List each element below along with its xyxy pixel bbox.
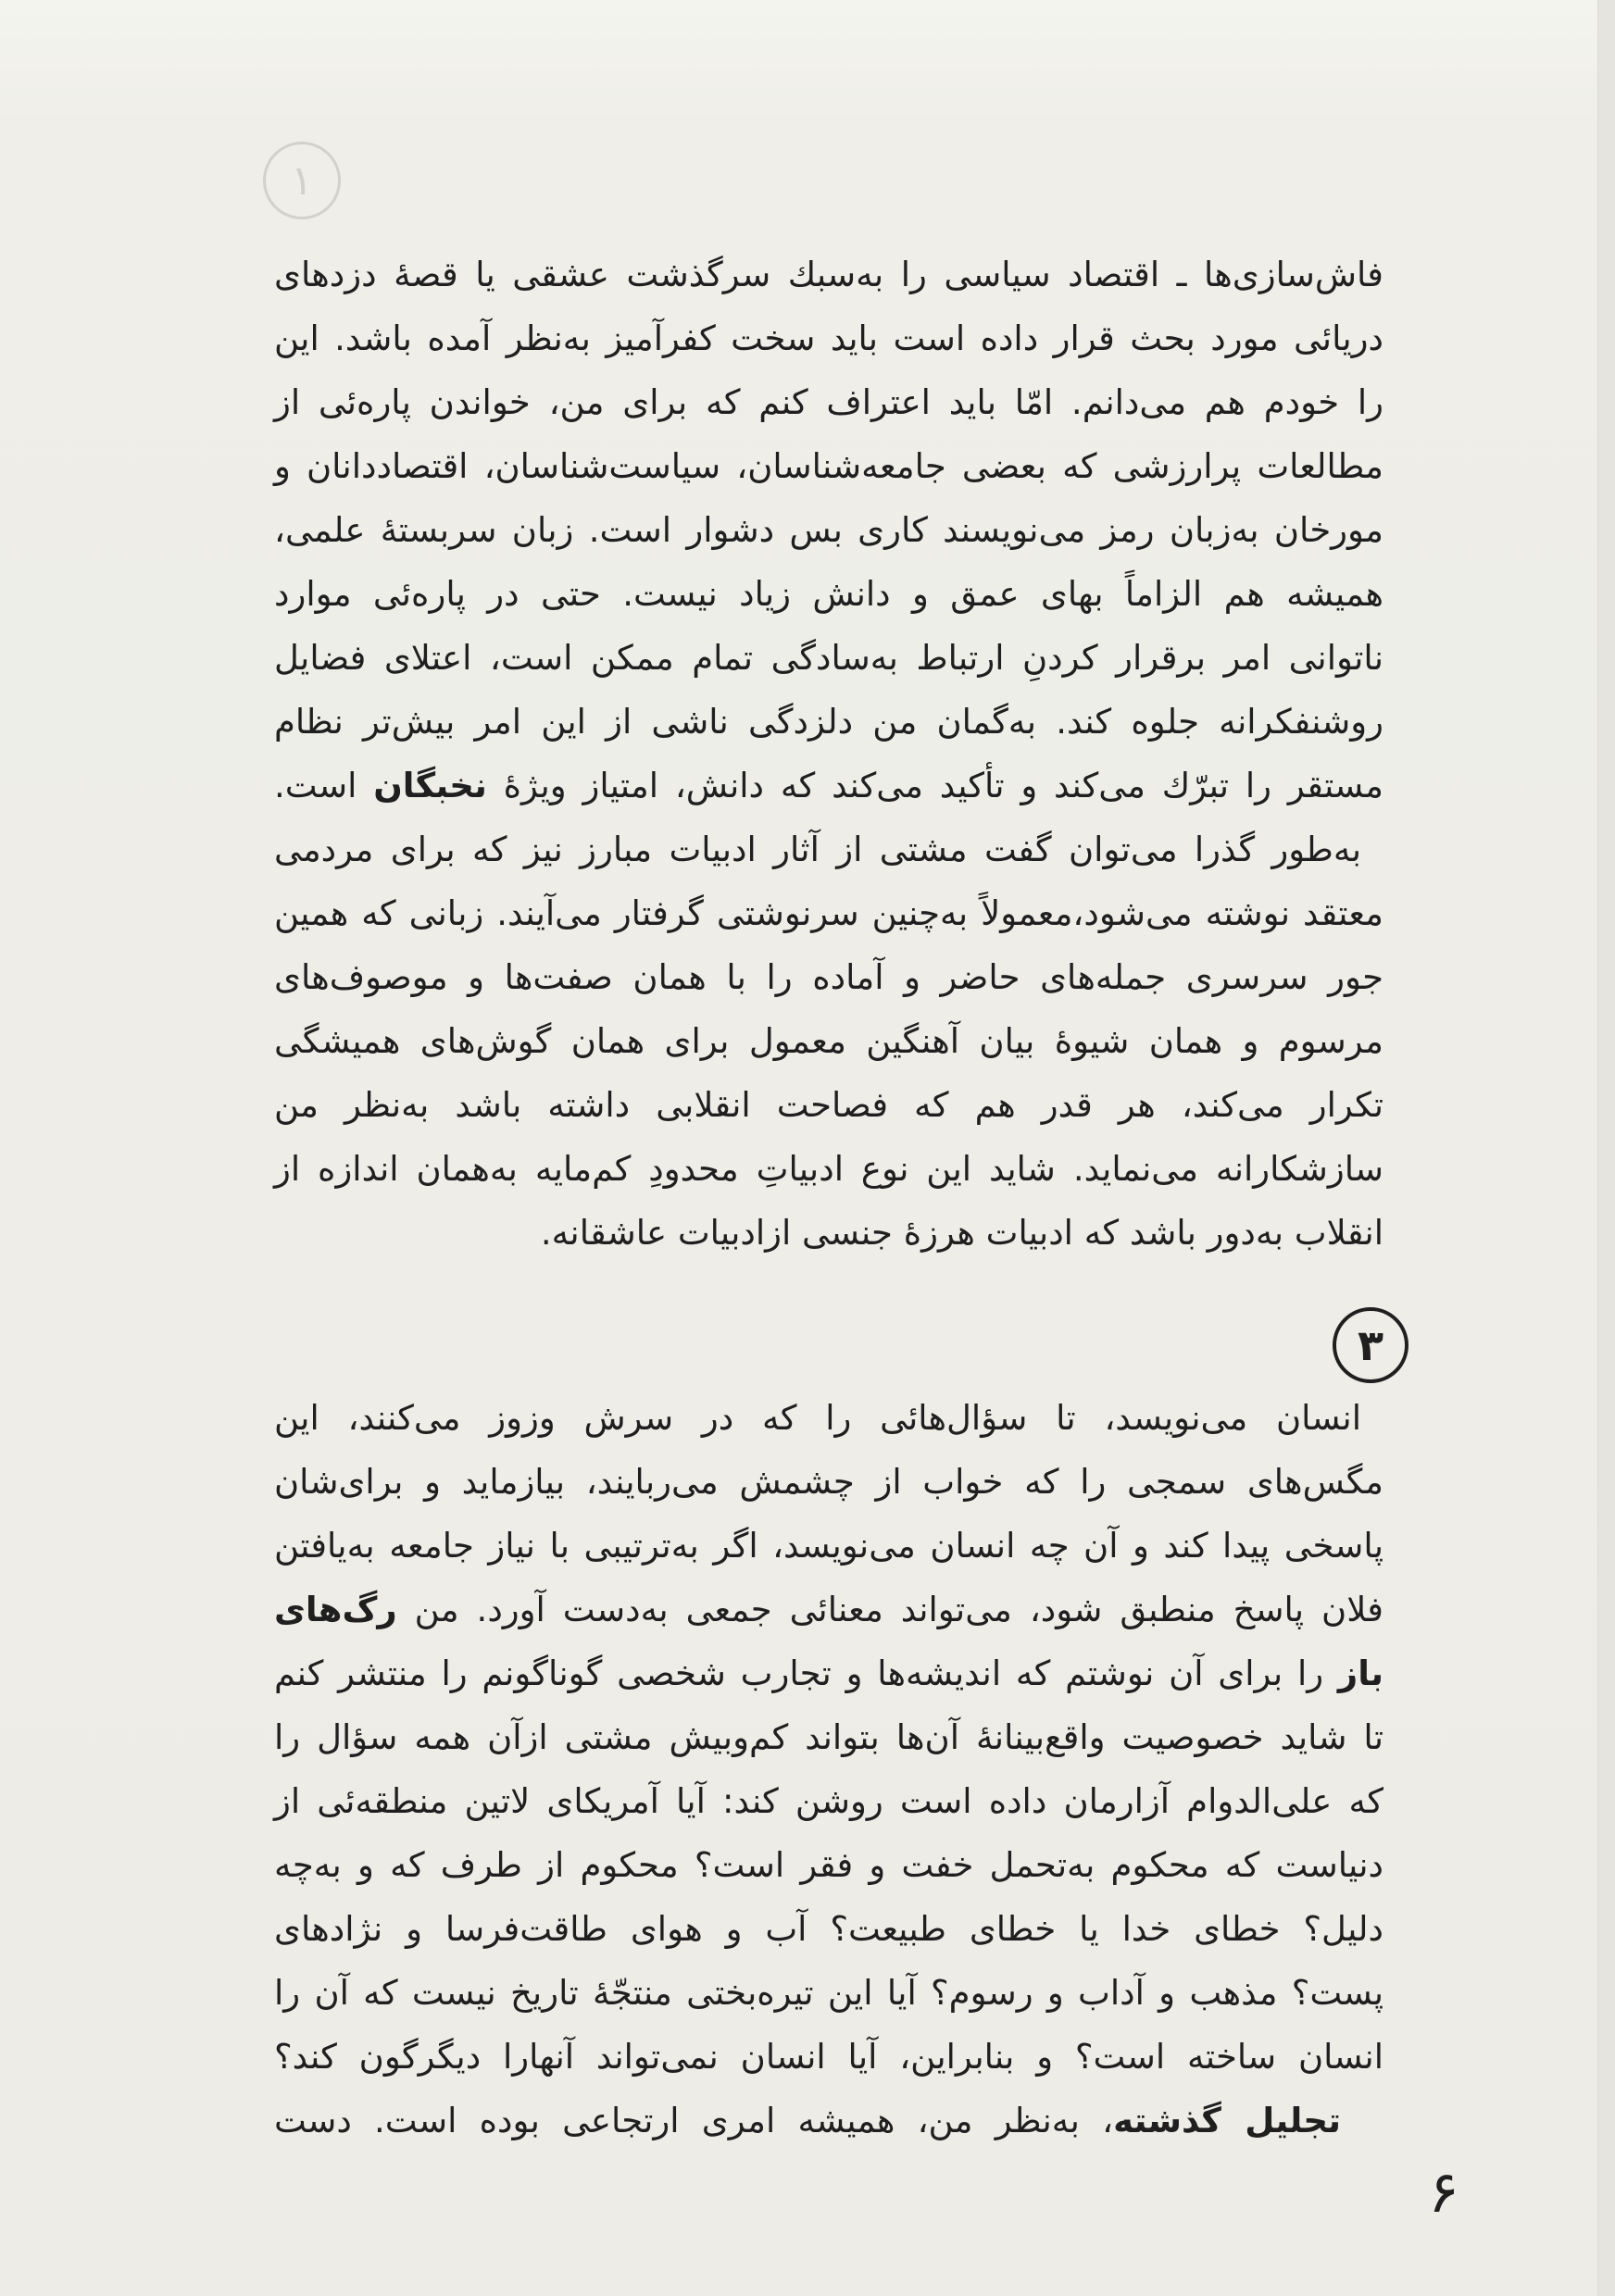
text-line (274, 1769, 1383, 1833)
bold-term: تجلیل گذشته (1113, 2101, 1341, 2140)
text-segment: سازشکارانه می‌نماید. شاید این نوع ادبیاتِ محدودِ کم‌مایه به‌همان اندازه از (274, 1149, 1383, 1189)
bold-term: باز (1337, 1653, 1383, 1693)
text-line (274, 1009, 1383, 1073)
text-line (274, 1578, 1383, 1641)
text-line (274, 1514, 1383, 1578)
text-segment: انسان می‌نویسد، تا سؤال‌هائی را که در سرش وزوز می‌کنند، این (274, 1398, 1361, 1438)
text-line (274, 1137, 1383, 1201)
text-line (274, 434, 1383, 498)
text-segment: به‌طور گذرا می‌توان گفت مشتی از آثار ادبیات مبارز نیز که برای مردمی (274, 830, 1361, 869)
text-segment: ، به‌نظر من، همیشه امری ارتجاعی بوده است. دست (274, 2101, 1114, 2140)
text-segment: فاش‌سازی‌ها ـ اقتصاد سیاسی را به‌سبك سرگذشت عشقی یا قصهٔ دزدهای (274, 255, 1383, 294)
section-number: ۳ (1357, 1320, 1384, 1370)
text-line (274, 2089, 1383, 2152)
text-line (274, 690, 1383, 754)
bold-term: رگ‌های (274, 1590, 397, 1629)
text-line (274, 1201, 1383, 1265)
text-segment: مستقر را تبرّك می‌کند و تأکید می‌کند که دانش، امتیاز ویژهٔ (486, 766, 1383, 805)
text-segment: است. (274, 766, 374, 805)
text-line (274, 1641, 1383, 1705)
text-segment: دلیل؟ خطای خدا یا خطای طبیعت؟ آب و هوای طاقت‌فرسا و نژادهای (274, 1909, 1383, 1949)
text-line (274, 243, 1383, 306)
text-segment: همیشه هم الزاماً بهای عمق و دانش زیاد نیست. حتی در پاره‌ئی موارد (274, 574, 1383, 614)
text-segment: روشنفکرانه جلوه کند. به‌گمان من دلزدگی ناشی از این امر بیش‌تر نظام (274, 702, 1383, 742)
text-segment: انقلاب به‌دور باشد که ادبیات هرزهٔ جنسی ازادبیات عاشقانه. (540, 1213, 1383, 1253)
paragraph (274, 243, 1383, 817)
text-line (274, 1897, 1383, 1961)
text-segment: پاسخی پیدا کند و آن چه انسان می‌نویسد، اگر به‌ترتیبی با نیاز جامعه به‌یافتن (274, 1526, 1383, 1566)
text-line (274, 1833, 1383, 1897)
text-segment: دنیاست که محکوم به‌تحمل خفت و فقر است؟ محکوم از طرف که و به‌چه (274, 1845, 1383, 1885)
text-line (274, 562, 1383, 626)
text-line (274, 1961, 1383, 2025)
text-line (274, 2025, 1383, 2089)
text-segment: جور سرسری جمله‌های حاضر و آماده را با همان صفت‌ها و موصوف‌های (274, 957, 1383, 997)
text-line (274, 306, 1383, 370)
text-segment: دریائی مورد بحث قرار داده است باید سخت کفرآمیز به‌نظر آمده باشد. این (274, 318, 1383, 358)
text-block-lower (274, 1386, 1383, 2152)
text-segment: انسان ساخته است؟ و بنابراین، آیا انسان نمی‌تواند آنهارا دیگرگون کند؟ (274, 2037, 1383, 2077)
text-block-upper (274, 243, 1383, 1265)
text-line (274, 1450, 1383, 1514)
text-line (274, 626, 1383, 690)
text-segment: را خودم هم می‌دانم. امّا باید اعتراف کنم که برای من، خواندن پاره‌ئی از (274, 382, 1383, 422)
text-line (274, 881, 1383, 945)
text-line (274, 754, 1383, 817)
text-segment: مرسوم و همان شیوهٔ بیان آهنگین معمول برای همان گوش‌های همیشگی (274, 1021, 1383, 1061)
text-line (274, 1386, 1383, 1450)
text-segment: را برای آن نوشتم که اندیشه‌ها و تجارب شخصی گوناگونم را منتشر کنم (274, 1653, 1338, 1693)
text-line (274, 945, 1383, 1009)
text-segment: پست؟ مذهب و آداب و رسوم؟ آیا این تیره‌بختی منتجّهٔ تاریخ نیست که آن را (274, 1973, 1383, 2013)
text-segment: معتقد نوشته می‌شود،معمولاً به‌چنین سرنوشتی گرفتار می‌آیند. زبانی که همین (274, 893, 1383, 933)
text-segment: مطالعات پرارزشی که بعضی جامعه‌شناسان، سیاست‌شناسان، اقتصاددانان و (274, 446, 1383, 486)
text-line (274, 370, 1383, 434)
text-segment: ناتوانی امر برقرار کردنِ ارتباط به‌سادگی تمام ممکن است، اعتلای فضایل (274, 638, 1383, 678)
text-segment: تا شاید خصوصیت واقع‌بینانهٔ آن‌ها بتواند کم‌وبیش مشتی ازآن همه سؤال را (274, 1717, 1383, 1757)
page-number: ۶ (1428, 2158, 1459, 2226)
text-line (274, 498, 1383, 562)
text-line (274, 817, 1383, 881)
bold-term: نخبگان (373, 766, 487, 805)
text-segment: که علی‌الدوام آزارمان داده است روشن کند: آیا آمریکای لاتین منطقه‌ئی از (274, 1781, 1383, 1821)
text-segment: مگس‌های سمجی را که خواب از چشمش می‌ربایند، بیازماید و برای‌شان (274, 1462, 1383, 1502)
text-segment: تکرار می‌کند، هر قدر هم که فصاحت انقلابی داشته باشد به‌نظر من (274, 1085, 1383, 1125)
bleed-through-number: ۱ (291, 156, 313, 205)
text-segment: مورخان به‌زبان رمز می‌نویسند کاری بس دشوار است. زبان سربستهٔ علمی، (274, 510, 1383, 550)
text-line (274, 1073, 1383, 1137)
paragraph (274, 1386, 1383, 2089)
paragraph (274, 2089, 1383, 2152)
section-number-marker (1333, 1307, 1408, 1383)
text-line (274, 1705, 1383, 1769)
scan-edge (1597, 0, 1615, 2296)
text-segment: فلان پاسخ منطبق شود، می‌تواند معنائی جمعی به‌دست آورد. من (396, 1590, 1383, 1629)
paragraph (274, 817, 1383, 1265)
bleed-through-section-marker (263, 142, 341, 219)
